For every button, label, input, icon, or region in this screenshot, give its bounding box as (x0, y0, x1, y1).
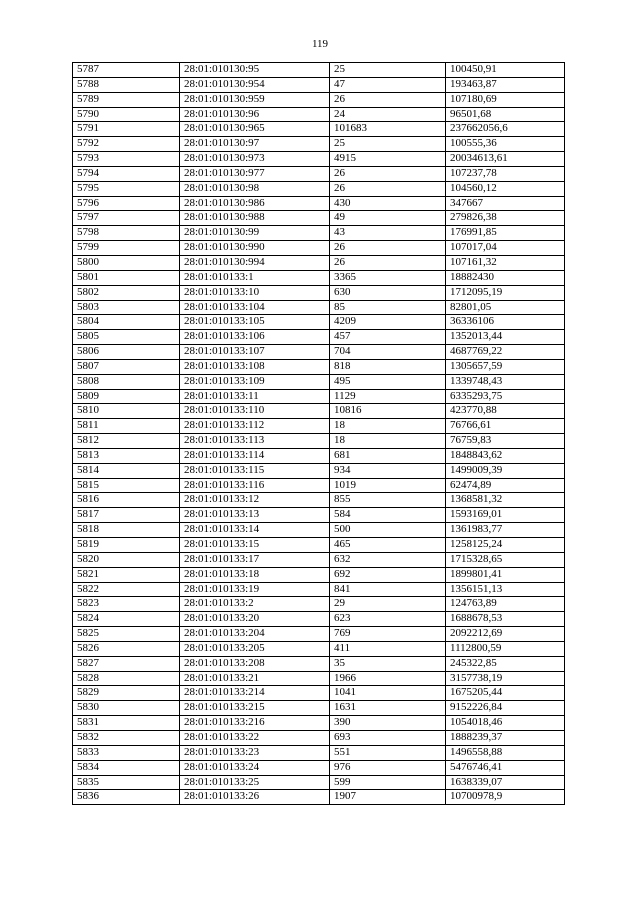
value-cell: 1356151,13 (446, 582, 565, 597)
area-cell: 101683 (330, 122, 446, 137)
table-row (73, 597, 565, 612)
row-number-cell: 5809 (73, 389, 180, 404)
table-row (73, 166, 565, 181)
value-cell: 1715328,65 (446, 552, 565, 567)
row-number-cell: 5800 (73, 255, 180, 270)
value-cell: 36336106 (446, 315, 565, 330)
row-number-cell: 5791 (73, 122, 180, 137)
value-cell: 104560,12 (446, 181, 565, 196)
value-cell: 1305657,59 (446, 359, 565, 374)
cadastral-number-cell: 28:01:010133:104 (180, 300, 330, 315)
value-cell: 107161,32 (446, 255, 565, 270)
area-cell: 24 (330, 107, 446, 122)
row-number-cell: 5825 (73, 627, 180, 642)
value-cell: 1888239,37 (446, 730, 565, 745)
table-row (73, 374, 565, 389)
value-cell: 1054018,46 (446, 716, 565, 731)
table-row (73, 285, 565, 300)
cadastral-number-cell: 28:01:010133:15 (180, 538, 330, 553)
row-number-cell: 5804 (73, 315, 180, 330)
area-cell: 681 (330, 448, 446, 463)
table-row (73, 63, 565, 78)
table-row (73, 92, 565, 107)
table-row (73, 745, 565, 760)
value-cell: 1361983,77 (446, 523, 565, 538)
area-cell: 704 (330, 345, 446, 360)
area-cell: 26 (330, 92, 446, 107)
cadastral-number-cell: 28:01:010133:23 (180, 745, 330, 760)
row-number-cell: 5822 (73, 582, 180, 597)
table-row (73, 686, 565, 701)
value-cell: 124763,89 (446, 597, 565, 612)
cadastral-number-cell: 28:01:010133:216 (180, 716, 330, 731)
row-number-cell: 5802 (73, 285, 180, 300)
cadastral-number-cell: 28:01:010130:959 (180, 92, 330, 107)
cadastral-number-cell: 28:01:010133:110 (180, 404, 330, 419)
cadastral-number-cell: 28:01:010133:116 (180, 478, 330, 493)
row-number-cell: 5794 (73, 166, 180, 181)
row-number-cell: 5827 (73, 656, 180, 671)
value-cell: 2092212,69 (446, 627, 565, 642)
area-cell: 18 (330, 419, 446, 434)
area-cell: 411 (330, 641, 446, 656)
row-number-cell: 5815 (73, 478, 180, 493)
row-number-cell: 5817 (73, 508, 180, 523)
value-cell: 82801,05 (446, 300, 565, 315)
data-table (72, 62, 565, 805)
row-number-cell: 5789 (73, 92, 180, 107)
row-number-cell: 5833 (73, 745, 180, 760)
cadastral-number-cell: 28:01:010133:22 (180, 730, 330, 745)
value-cell: 96501,68 (446, 107, 565, 122)
table-row (73, 196, 565, 211)
table-row (73, 612, 565, 627)
row-number-cell: 5818 (73, 523, 180, 538)
table-row (73, 716, 565, 731)
value-cell: 279826,38 (446, 211, 565, 226)
row-number-cell: 5808 (73, 374, 180, 389)
value-cell: 1499009,39 (446, 463, 565, 478)
area-cell: 26 (330, 241, 446, 256)
row-number-cell: 5832 (73, 730, 180, 745)
table-row (73, 627, 565, 642)
row-number-cell: 5801 (73, 270, 180, 285)
area-cell: 623 (330, 612, 446, 627)
cadastral-number-cell: 28:01:010130:988 (180, 211, 330, 226)
cadastral-number-cell: 28:01:010133:114 (180, 448, 330, 463)
cadastral-number-cell: 28:01:010133:24 (180, 760, 330, 775)
cadastral-number-cell: 28:01:010133:215 (180, 701, 330, 716)
value-cell: 1496558,88 (446, 745, 565, 760)
area-cell: 584 (330, 508, 446, 523)
value-cell: 6335293,75 (446, 389, 565, 404)
cadastral-number-cell: 28:01:010130:96 (180, 107, 330, 122)
value-cell: 1593169,01 (446, 508, 565, 523)
value-cell: 423770,88 (446, 404, 565, 419)
area-cell: 18 (330, 434, 446, 449)
area-cell: 1966 (330, 671, 446, 686)
area-cell: 465 (330, 538, 446, 553)
value-cell: 20034613,61 (446, 152, 565, 167)
area-cell: 818 (330, 359, 446, 374)
table-row (73, 730, 565, 745)
row-number-cell: 5836 (73, 790, 180, 805)
value-cell: 76759,83 (446, 434, 565, 449)
value-cell: 1675205,44 (446, 686, 565, 701)
value-cell: 5476746,41 (446, 760, 565, 775)
table-row (73, 701, 565, 716)
row-number-cell: 5810 (73, 404, 180, 419)
table-row (73, 508, 565, 523)
value-cell: 237662056,6 (446, 122, 565, 137)
row-number-cell: 5792 (73, 137, 180, 152)
table-row (73, 389, 565, 404)
table-row (73, 211, 565, 226)
table-row (73, 300, 565, 315)
area-cell: 457 (330, 330, 446, 345)
row-number-cell: 5797 (73, 211, 180, 226)
table-row (73, 107, 565, 122)
value-cell: 1899801,41 (446, 567, 565, 582)
area-cell: 390 (330, 716, 446, 731)
cadastral-number-cell: 28:01:010133:204 (180, 627, 330, 642)
cadastral-number-cell: 28:01:010133:19 (180, 582, 330, 597)
table-row (73, 330, 565, 345)
table-row (73, 181, 565, 196)
table-row (73, 448, 565, 463)
row-number-cell: 5803 (73, 300, 180, 315)
value-cell: 176991,85 (446, 226, 565, 241)
table-row (73, 671, 565, 686)
table-row (73, 538, 565, 553)
cadastral-number-cell: 28:01:010133:13 (180, 508, 330, 523)
area-cell: 43 (330, 226, 446, 241)
cadastral-number-cell: 28:01:010133:214 (180, 686, 330, 701)
value-cell: 245322,85 (446, 656, 565, 671)
table-row (73, 270, 565, 285)
value-cell: 3157738,19 (446, 671, 565, 686)
cadastral-number-cell: 28:01:010133:12 (180, 493, 330, 508)
value-cell: 1848843,62 (446, 448, 565, 463)
area-cell: 1041 (330, 686, 446, 701)
row-number-cell: 5826 (73, 641, 180, 656)
row-number-cell: 5793 (73, 152, 180, 167)
value-cell: 347667 (446, 196, 565, 211)
table-row (73, 137, 565, 152)
area-cell: 26 (330, 255, 446, 270)
cadastral-number-cell: 28:01:010130:99 (180, 226, 330, 241)
area-cell: 29 (330, 597, 446, 612)
cadastral-number-cell: 28:01:010130:977 (180, 166, 330, 181)
cadastral-number-cell: 28:01:010133:18 (180, 567, 330, 582)
table-row (73, 434, 565, 449)
area-cell: 693 (330, 730, 446, 745)
row-number-cell: 5796 (73, 196, 180, 211)
cadastral-number-cell: 28:01:010133:11 (180, 389, 330, 404)
area-cell: 841 (330, 582, 446, 597)
table-row (73, 345, 565, 360)
row-number-cell: 5819 (73, 538, 180, 553)
value-cell: 193463,87 (446, 77, 565, 92)
cadastral-number-cell: 28:01:010133:112 (180, 419, 330, 434)
area-cell: 3365 (330, 270, 446, 285)
table-row (73, 404, 565, 419)
table-row (73, 463, 565, 478)
row-number-cell: 5831 (73, 716, 180, 731)
cadastral-number-cell: 28:01:010130:990 (180, 241, 330, 256)
cadastral-number-cell: 28:01:010133:17 (180, 552, 330, 567)
cadastral-number-cell: 28:01:010130:986 (180, 196, 330, 211)
row-number-cell: 5788 (73, 77, 180, 92)
row-number-cell: 5812 (73, 434, 180, 449)
table-row (73, 523, 565, 538)
table-row (73, 255, 565, 270)
row-number-cell: 5820 (73, 552, 180, 567)
row-number-cell: 5821 (73, 567, 180, 582)
area-cell: 632 (330, 552, 446, 567)
cadastral-number-cell: 28:01:010130:973 (180, 152, 330, 167)
row-number-cell: 5813 (73, 448, 180, 463)
value-cell: 100555,36 (446, 137, 565, 152)
area-cell: 551 (330, 745, 446, 760)
area-cell: 26 (330, 181, 446, 196)
value-cell: 1339748,43 (446, 374, 565, 389)
table-row (73, 493, 565, 508)
area-cell: 4209 (330, 315, 446, 330)
row-number-cell: 5824 (73, 612, 180, 627)
row-number-cell: 5834 (73, 760, 180, 775)
value-cell: 4687769,22 (446, 345, 565, 360)
row-number-cell: 5829 (73, 686, 180, 701)
value-cell: 107017,04 (446, 241, 565, 256)
area-cell: 855 (330, 493, 446, 508)
table-row (73, 656, 565, 671)
row-number-cell: 5798 (73, 226, 180, 241)
cadastral-number-cell: 28:01:010130:97 (180, 137, 330, 152)
cadastral-number-cell: 28:01:010133:21 (180, 671, 330, 686)
area-cell: 1129 (330, 389, 446, 404)
cadastral-number-cell: 28:01:010133:113 (180, 434, 330, 449)
cadastral-number-cell: 28:01:010130:965 (180, 122, 330, 137)
cadastral-number-cell: 28:01:010130:95 (180, 63, 330, 78)
value-cell: 10700978,9 (446, 790, 565, 805)
value-cell: 100450,91 (446, 63, 565, 78)
area-cell: 4915 (330, 152, 446, 167)
cadastral-number-cell: 28:01:010133:10 (180, 285, 330, 300)
cadastral-number-cell: 28:01:010133:106 (180, 330, 330, 345)
area-cell: 49 (330, 211, 446, 226)
table-row (73, 359, 565, 374)
area-cell: 85 (330, 300, 446, 315)
row-number-cell: 5806 (73, 345, 180, 360)
table-body (73, 63, 565, 805)
area-cell: 599 (330, 775, 446, 790)
cadastral-number-cell: 28:01:010133:115 (180, 463, 330, 478)
value-cell: 1638339,07 (446, 775, 565, 790)
area-cell: 1019 (330, 478, 446, 493)
table-row (73, 419, 565, 434)
cadastral-number-cell: 28:01:010133:205 (180, 641, 330, 656)
cadastral-number-cell: 28:01:010133:208 (180, 656, 330, 671)
area-cell: 630 (330, 285, 446, 300)
row-number-cell: 5830 (73, 701, 180, 716)
value-cell: 107180,69 (446, 92, 565, 107)
table-row (73, 478, 565, 493)
row-number-cell: 5807 (73, 359, 180, 374)
row-number-cell: 5787 (73, 63, 180, 78)
table-row (73, 122, 565, 137)
area-cell: 25 (330, 137, 446, 152)
table-row (73, 582, 565, 597)
table-row (73, 241, 565, 256)
table-row (73, 760, 565, 775)
table-row (73, 152, 565, 167)
value-cell: 9152226,84 (446, 701, 565, 716)
row-number-cell: 5823 (73, 597, 180, 612)
cadastral-number-cell: 28:01:010133:105 (180, 315, 330, 330)
cadastral-number-cell: 28:01:010133:1 (180, 270, 330, 285)
cadastral-number-cell: 28:01:010133:26 (180, 790, 330, 805)
value-cell: 107237,78 (446, 166, 565, 181)
area-cell: 495 (330, 374, 446, 389)
table-row (73, 790, 565, 805)
value-cell: 1112800,59 (446, 641, 565, 656)
table-row (73, 77, 565, 92)
value-cell: 1352013,44 (446, 330, 565, 345)
row-number-cell: 5790 (73, 107, 180, 122)
cadastral-number-cell: 28:01:010133:14 (180, 523, 330, 538)
cadastral-number-cell: 28:01:010133:2 (180, 597, 330, 612)
value-cell: 76766,61 (446, 419, 565, 434)
value-cell: 18882430 (446, 270, 565, 285)
row-number-cell: 5811 (73, 419, 180, 434)
area-cell: 976 (330, 760, 446, 775)
value-cell: 1258125,24 (446, 538, 565, 553)
cadastral-number-cell: 28:01:010133:107 (180, 345, 330, 360)
value-cell: 62474,89 (446, 478, 565, 493)
value-cell: 1712095,19 (446, 285, 565, 300)
area-cell: 1907 (330, 790, 446, 805)
cadastral-number-cell: 28:01:010130:98 (180, 181, 330, 196)
row-number-cell: 5799 (73, 241, 180, 256)
area-cell: 35 (330, 656, 446, 671)
table-row (73, 552, 565, 567)
table-row (73, 567, 565, 582)
cadastral-number-cell: 28:01:010130:954 (180, 77, 330, 92)
table-row (73, 641, 565, 656)
cadastral-number-cell: 28:01:010133:25 (180, 775, 330, 790)
area-cell: 26 (330, 166, 446, 181)
area-cell: 430 (330, 196, 446, 211)
row-number-cell: 5805 (73, 330, 180, 345)
row-number-cell: 5795 (73, 181, 180, 196)
area-cell: 10816 (330, 404, 446, 419)
area-cell: 692 (330, 567, 446, 582)
row-number-cell: 5814 (73, 463, 180, 478)
cadastral-number-cell: 28:01:010133:109 (180, 374, 330, 389)
table-row (73, 226, 565, 241)
cadastral-number-cell: 28:01:010130:994 (180, 255, 330, 270)
table-row (73, 775, 565, 790)
area-cell: 25 (330, 63, 446, 78)
area-cell: 47 (330, 77, 446, 92)
row-number-cell: 5835 (73, 775, 180, 790)
cadastral-number-cell: 28:01:010133:108 (180, 359, 330, 374)
value-cell: 1368581,32 (446, 493, 565, 508)
row-number-cell: 5828 (73, 671, 180, 686)
area-cell: 934 (330, 463, 446, 478)
area-cell: 769 (330, 627, 446, 642)
area-cell: 500 (330, 523, 446, 538)
cadastral-number-cell: 28:01:010133:20 (180, 612, 330, 627)
row-number-cell: 5816 (73, 493, 180, 508)
table-row (73, 315, 565, 330)
value-cell: 1688678,53 (446, 612, 565, 627)
area-cell: 1631 (330, 701, 446, 716)
page-number: 119 (311, 38, 329, 50)
